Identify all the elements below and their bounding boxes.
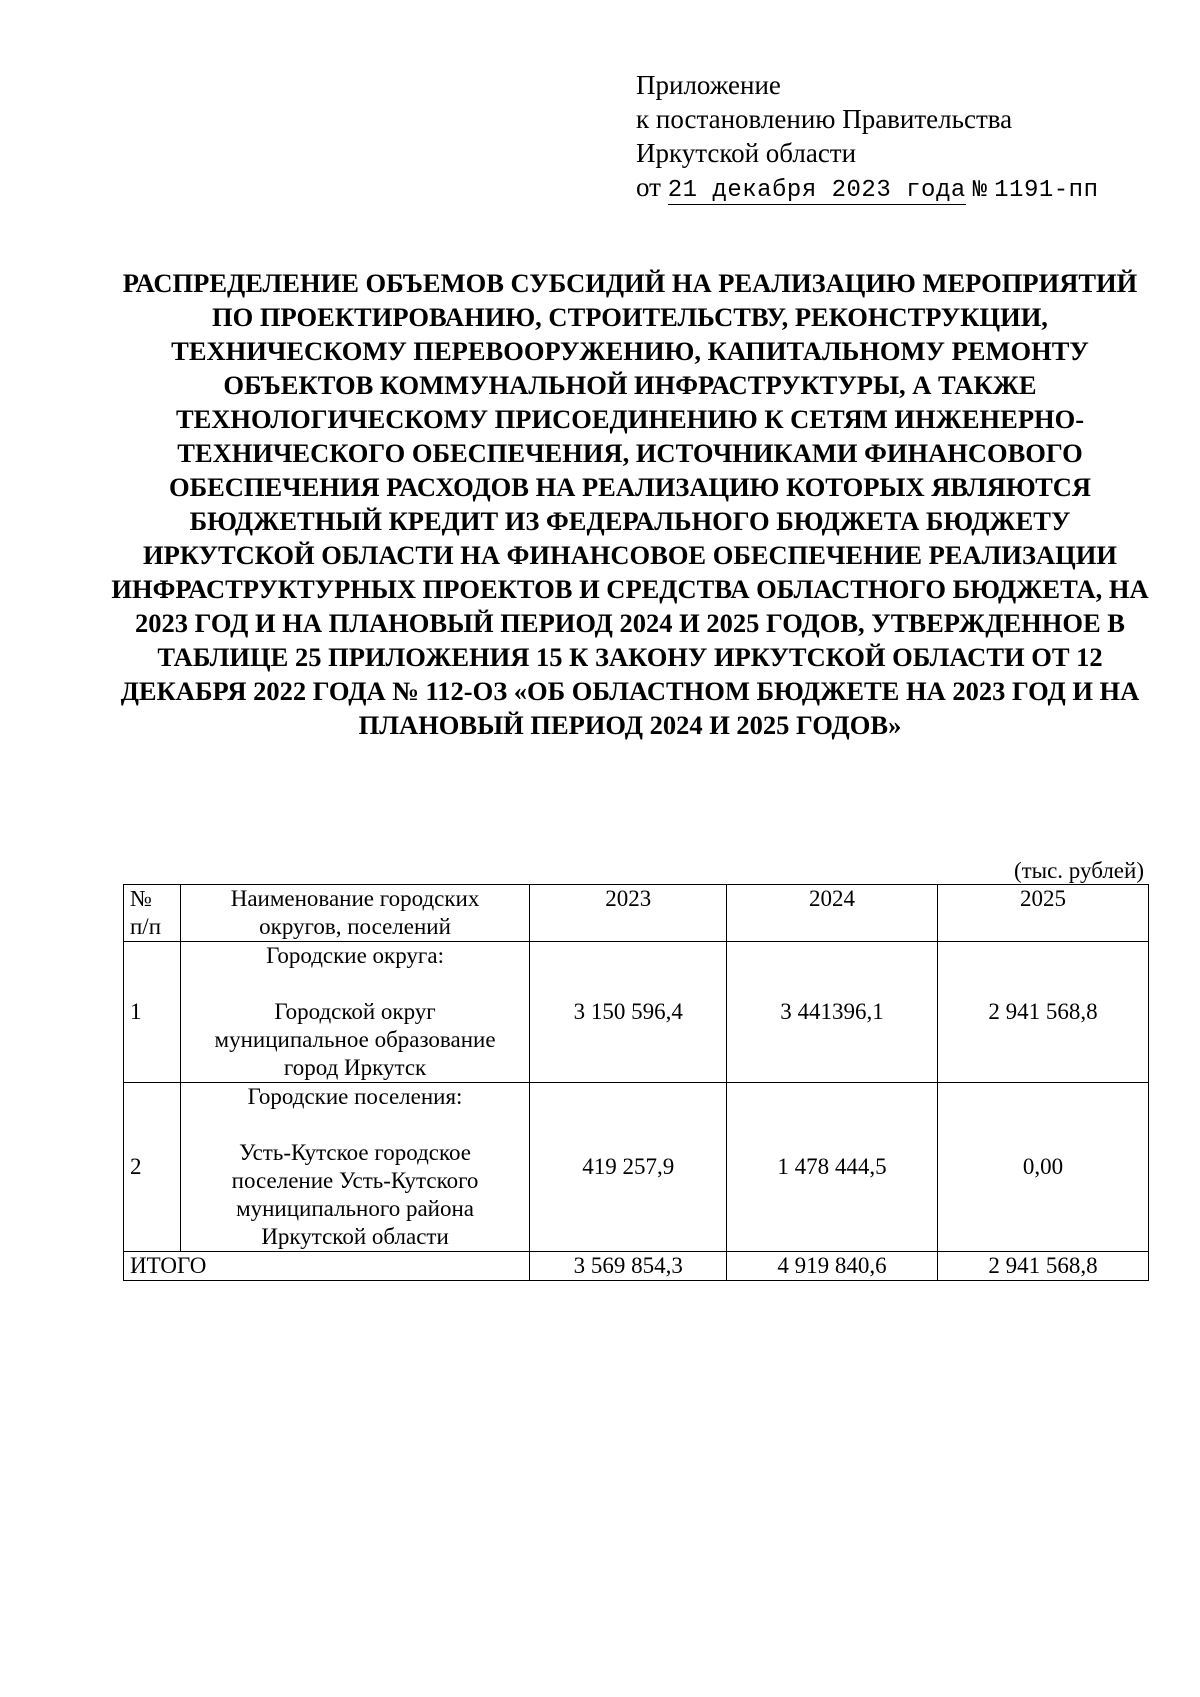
row-name-line: Городской округ — [274, 999, 436, 1024]
resolution-date: 21 декабря 2023 года — [667, 177, 966, 204]
appendix-label: Приложение — [636, 70, 781, 100]
appendix-block — [636, 68, 1098, 208]
row-value-2025: 2 941 568,8 — [938, 942, 1149, 1083]
unit-label: (тыс. рублей) — [1013, 858, 1144, 883]
row-name-line: Усть-Кутское городское — [239, 1140, 471, 1165]
table-row — [124, 1083, 1149, 1252]
row-value-2025: 0,00 — [938, 1083, 1149, 1252]
appendix-date-line — [636, 170, 1098, 208]
row-group-label: Городские округа: — [266, 943, 444, 968]
date-prefix: от — [636, 172, 661, 202]
row-name-line: муниципальное образование — [214, 1027, 496, 1052]
header-name-line1: Наименование городских — [230, 886, 480, 911]
header-2025: 2025 — [938, 885, 1149, 942]
document-title: РАСПРЕДЕЛЕНИЕ ОБЪЕМОВ СУБСИДИЙ НА РЕАЛИЗАЦИЮ МЕРОПРИЯТИЙ ПО ПРОЕКТИРОВАНИЮ, СТРОИТЕЛЬСТВУ, РЕКОНСТРУКЦИИ, ТЕХНИЧЕСКОМУ ПЕРЕВООРУЖЕНИЮ, КАПИТАЛЬНОМУ РЕМОНТУ ОБЪЕКТОВ КОММУНАЛЬНОЙ ИНФРАСТРУКТУРЫ, А ТАКЖЕ ТЕХНОЛОГИЧЕСКОМУ ПРИСОЕДИНЕНИЮ К СЕТЯМ ИНЖЕНЕРНО-ТЕХНИЧЕСКОГО ОБЕСПЕЧЕНИЯ, ИСТОЧНИКАМИ ФИНАНСОВОГО ОБЕСПЕЧЕНИЯ РАСХОДОВ НА РЕАЛИЗАЦИЮ КОТОРЫХ ЯВЛЯЮТСЯ БЮДЖЕТНЫЙ КРЕДИТ ИЗ ФЕДЕРАЛЬНОГО БЮДЖЕТА БЮДЖЕТУ ИРКУТСКОЙ ОБЛАСТИ НА ФИНАНСОВОЕ ОБЕСПЕЧЕНИЕ РЕАЛИЗАЦИИ ИНФРАСТРУКТУРНЫХ ПРОЕКТОВ И СРЕДСТВА ОБЛАСТНОГО БЮДЖЕТА, НА 2023 ГОД И НА ПЛАНОВЫЙ ПЕРИОД 2024 И 2025 ГОДОВ, УТВЕРЖДЕННОЕ В ТАБЛИЦЕ 25 ПРИЛОЖЕНИЯ 15 К ЗАКОНУ ИРКУТСКОЙ ОБЛАСТИ ОТ 12 ДЕКАБРЯ 2022 ГОДА № 112-ОЗ «ОБ ОБЛАСТНОМ БЮДЖЕТЕ НА 2023 ГОД И НА ПЛАНОВЫЙ ПЕРИОД 2024 И 2025 ГОДОВ» — [111, 268, 1149, 740]
total-2024: 4 919 840,6 — [727, 1252, 938, 1281]
row-name — [180, 1083, 530, 1252]
total-2025: 2 941 568,8 — [938, 1252, 1149, 1281]
row-name-line: поселение Усть-Кутского — [231, 1168, 479, 1193]
number-sign: № — [972, 177, 988, 204]
row-value-2023: 3 150 596,4 — [530, 942, 727, 1083]
resolution-number: 1191-пп — [994, 177, 1099, 204]
header-num — [124, 885, 181, 942]
table-row — [124, 942, 1149, 1083]
appendix-region: Иркутской области — [636, 138, 857, 168]
header-name-line2: округов, поселений — [259, 914, 451, 939]
header-2024: 2024 — [727, 885, 938, 942]
table-header-row — [124, 885, 1149, 942]
row-value-2024: 1 478 444,5 — [727, 1083, 938, 1252]
header-name — [180, 885, 530, 942]
row-name — [180, 942, 530, 1083]
total-label: ИТОГО — [124, 1252, 530, 1281]
total-row — [124, 1252, 1149, 1281]
appendix-resolution-ref: к постановлению Правительства — [636, 104, 1013, 134]
subsidy-table — [123, 884, 1149, 1281]
row-value-2023: 419 257,9 — [530, 1083, 727, 1252]
header-num-line1: № — [130, 886, 152, 911]
row-group-label: Городские поселения: — [247, 1084, 463, 1109]
row-name-line: муниципального района — [236, 1196, 474, 1221]
row-value-2024: 3 441396,1 — [727, 942, 938, 1083]
row-num: 1 — [124, 942, 181, 1083]
header-num-line2: п/п — [130, 914, 162, 939]
header-2023: 2023 — [530, 885, 727, 942]
row-name-line: город Иркутск — [283, 1055, 427, 1080]
row-name-line: Иркутской области — [261, 1224, 449, 1249]
row-num: 2 — [124, 1083, 181, 1252]
total-2023: 3 569 854,3 — [530, 1252, 727, 1281]
